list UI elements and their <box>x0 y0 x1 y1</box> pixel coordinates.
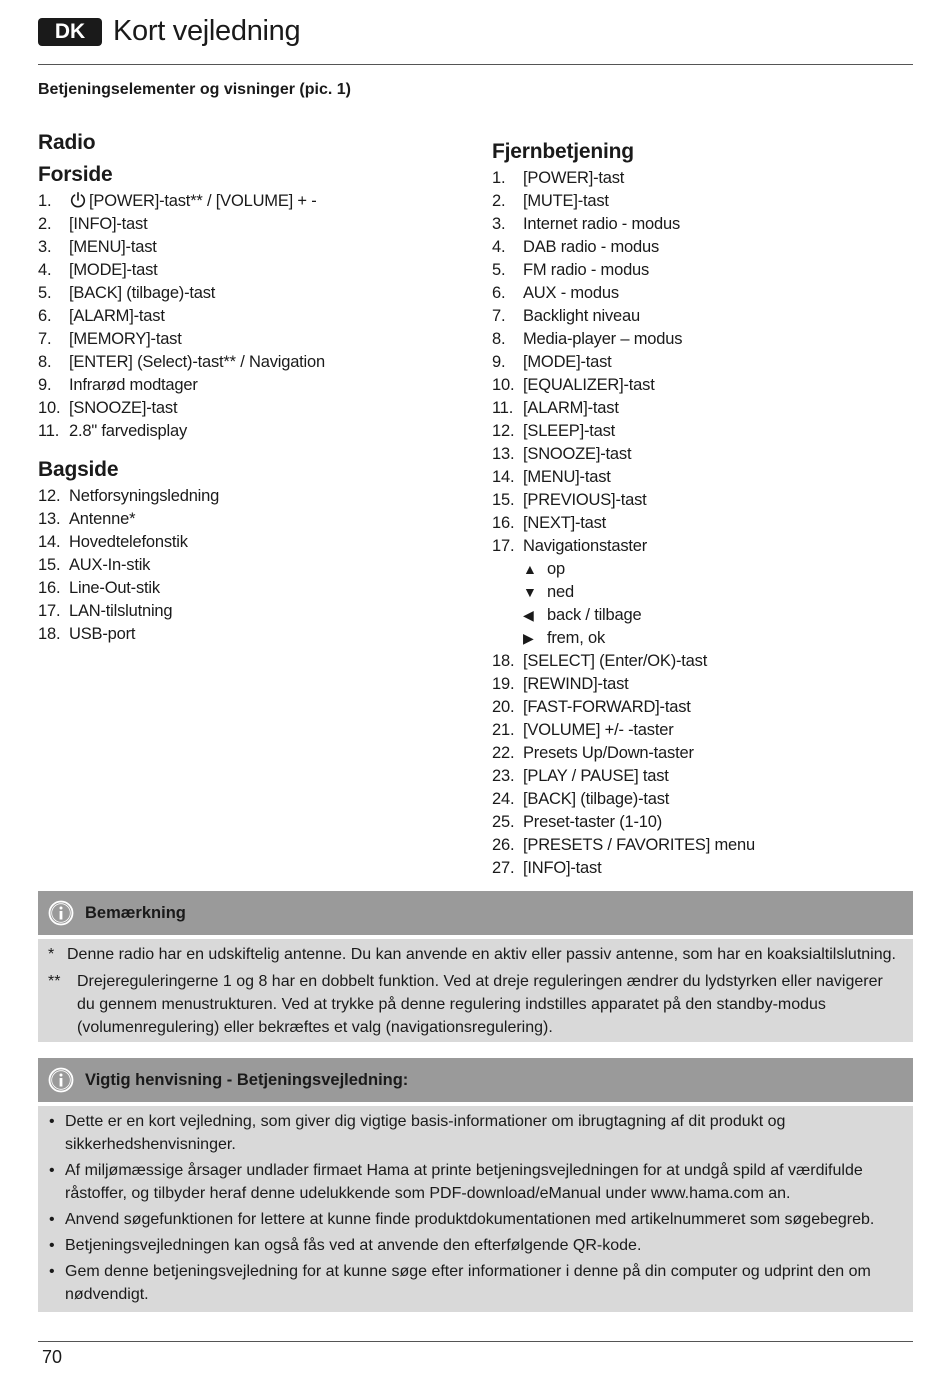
item-text: [PRESETS / FAVORITES] menu <box>523 836 755 854</box>
item-text: USB-port <box>69 625 136 643</box>
list-item <box>38 236 458 259</box>
note-mark: * <box>48 946 55 963</box>
list-item <box>492 696 912 719</box>
important-box-header <box>38 1058 913 1102</box>
item-text: Backlight niveau <box>523 307 640 325</box>
item-text: [SLEEP]-tast <box>523 422 616 440</box>
item-text: [PLAY / PAUSE] tast <box>523 767 669 785</box>
remote-heading: Fjernbetjening <box>492 140 634 163</box>
bullet-dot: • <box>49 1263 55 1280</box>
list-item <box>492 190 912 213</box>
item-text: [ALARM]-tast <box>69 307 165 325</box>
nav-sub-item <box>492 558 912 581</box>
item-number: 15. <box>492 491 515 509</box>
back-heading: Bagside <box>38 458 119 481</box>
item-number: 5. <box>38 284 52 302</box>
list-item <box>492 650 912 673</box>
list-item <box>38 554 458 577</box>
item-number: 7. <box>492 307 506 325</box>
item-number: 3. <box>38 238 52 256</box>
item-text: ned <box>547 583 574 601</box>
item-text: back / tilbage <box>547 606 642 624</box>
item-text: Presets Up/Down-taster <box>523 744 694 762</box>
list-item <box>492 673 912 696</box>
item-number: 10. <box>38 399 61 417</box>
item-number: 4. <box>38 261 52 279</box>
power-icon <box>69 191 87 209</box>
item-text: Antenne* <box>69 510 136 528</box>
list-item <box>38 420 458 443</box>
bullet-text: Af miljømæssige årsager undlader firmaet Hama at printe betjeningsvejledningen for at undgå spild af værdifulde råstoffer, og tilbyder heraf denne udelukkende som PDF-download/eManual under www.hama.com an. <box>65 1162 863 1202</box>
item-text: Netforsyningsledning <box>69 487 220 505</box>
bullet-dot: • <box>49 1211 55 1228</box>
front-list <box>38 190 458 443</box>
item-text: [BACK] (tilbage)-tast <box>523 790 670 808</box>
list-item <box>492 420 912 443</box>
item-text: [VOLUME] +/- -taster <box>523 721 674 739</box>
bullet-item <box>48 1208 903 1231</box>
list-item <box>492 443 912 466</box>
item-text: [SNOOZE]-tast <box>69 399 178 417</box>
bullet-text: Gem denne betjeningsvejledning for at kunne søge efter informationer i denne på din computer og udprint den om nødvendigt. <box>65 1263 871 1303</box>
info-icon <box>48 1067 74 1093</box>
item-text: Navigationstaster <box>523 537 648 555</box>
list-item <box>492 236 912 259</box>
list-item <box>492 466 912 489</box>
item-text: [NEXT]-tast <box>523 514 607 532</box>
item-text: Line-Out-stik <box>69 579 160 597</box>
list-item <box>38 531 458 554</box>
item-number: 7. <box>38 330 52 348</box>
item-number: 4. <box>492 238 506 256</box>
item-number: 15. <box>38 556 61 574</box>
item-text: Preset-taster (1-10) <box>523 813 663 831</box>
list-item <box>38 305 458 328</box>
list-item <box>492 719 912 742</box>
note-box-body <box>38 939 913 1042</box>
list-item <box>38 508 458 531</box>
item-number: 1. <box>492 169 506 187</box>
nav-sub-item <box>492 604 912 627</box>
note-text: Denne radio har en udskiftelig antenne. Du kan anvende en aktiv eller passiv antenne, som har en koaksialtilslutning. <box>67 946 896 963</box>
item-number: 3. <box>492 215 506 233</box>
item-number: 25. <box>492 813 515 831</box>
list-item <box>492 857 912 880</box>
item-number: 17. <box>492 537 515 555</box>
radio-column <box>38 128 458 646</box>
list-item <box>38 259 458 282</box>
note-box-header <box>38 891 913 935</box>
item-number: 16. <box>38 579 61 597</box>
remote-list <box>492 167 912 880</box>
item-number: 11. <box>38 422 60 440</box>
item-text: AUX-In-stik <box>69 556 151 574</box>
bullet-item <box>48 1234 903 1257</box>
important-box-body <box>38 1106 913 1312</box>
item-number: 2. <box>492 192 506 210</box>
note-box <box>38 891 913 1042</box>
list-item <box>38 374 458 397</box>
item-number: 21. <box>492 721 515 739</box>
nav-sub-item <box>492 581 912 604</box>
important-box <box>38 1058 913 1312</box>
item-number: 14. <box>492 468 515 486</box>
list-item <box>38 485 458 508</box>
item-text: Media-player – modus <box>523 330 683 348</box>
item-number: 18. <box>492 652 515 670</box>
item-number: 20. <box>492 698 515 716</box>
list-item <box>492 512 912 535</box>
list-item <box>492 397 912 420</box>
page-header <box>38 14 913 65</box>
note-line <box>48 970 903 1039</box>
item-text: Infrarød modtager <box>69 376 198 394</box>
list-item <box>38 328 458 351</box>
note-line <box>48 943 903 966</box>
list-item <box>38 282 458 305</box>
section-subheading: Betjeningselementer og visninger (pic. 1) <box>38 81 351 98</box>
item-text: frem, ok <box>547 629 605 647</box>
item-number: 11. <box>492 399 514 417</box>
item-number: 14. <box>38 533 61 551</box>
item-text: [INFO]-tast <box>523 859 602 877</box>
list-item <box>38 190 458 213</box>
item-text: [MEMORY]-tast <box>69 330 182 348</box>
item-text: op <box>547 560 565 578</box>
item-text: [MUTE]-tast <box>523 192 609 210</box>
list-item <box>492 282 912 305</box>
item-text: [MENU]-tast <box>523 468 611 486</box>
item-text: [MENU]-tast <box>69 238 157 256</box>
remote-column <box>492 137 912 880</box>
item-number: 19. <box>492 675 515 693</box>
item-number: 2. <box>38 215 52 233</box>
list-item <box>492 305 912 328</box>
item-text: Hovedtelefonstik <box>69 533 188 551</box>
bullet-text: Dette er en kort vejledning, som giver dig vigtige basis-informationer om ibrugtagning af dit produkt og sikkerhedshenvisninger. <box>65 1113 786 1153</box>
note-box-title: Bemærkning <box>85 904 186 922</box>
list-item <box>38 351 458 374</box>
arrow-left-icon: ◀ <box>523 607 534 623</box>
front-heading: Forside <box>38 163 113 186</box>
list-item <box>492 259 912 282</box>
item-text: Internet radio - modus <box>523 215 681 233</box>
item-number: 9. <box>38 376 52 394</box>
item-number: 9. <box>492 353 506 371</box>
item-text: [ENTER] (Select)-tast** / Navigation <box>69 353 325 371</box>
item-text: FM radio - modus <box>523 261 650 279</box>
list-item <box>492 351 912 374</box>
arrow-up-icon: ▲ <box>523 561 537 577</box>
list-item <box>492 788 912 811</box>
item-number: 6. <box>38 307 52 325</box>
item-number: 5. <box>492 261 506 279</box>
item-number: 18. <box>38 625 61 643</box>
list-item <box>492 328 912 351</box>
item-text: [POWER]-tast <box>523 169 625 187</box>
list-item <box>38 577 458 600</box>
bullet-text: Betjeningsvejledningen kan også fås ved at anvende den efterfølgende QR-kode. <box>65 1237 642 1254</box>
item-text: [ALARM]-tast <box>523 399 619 417</box>
list-item <box>38 213 458 236</box>
radio-heading: Radio <box>38 131 96 154</box>
list-item <box>492 834 912 857</box>
info-icon <box>48 900 74 926</box>
item-number: 17. <box>38 602 61 620</box>
note-mark: ** <box>48 973 61 990</box>
item-number: 8. <box>492 330 506 348</box>
item-number: 10. <box>492 376 515 394</box>
item-text: [SNOOZE]-tast <box>523 445 632 463</box>
bullet-dot: • <box>49 1162 55 1179</box>
item-text: [BACK] (tilbage)-tast <box>69 284 216 302</box>
bullet-dot: • <box>49 1237 55 1254</box>
item-number: 26. <box>492 836 515 854</box>
item-text: [POWER]-tast** / [VOLUME] + - <box>89 192 317 210</box>
item-number: 13. <box>492 445 515 463</box>
item-text: 2.8" farvedisplay <box>69 422 188 440</box>
language-badge: DK <box>38 18 102 46</box>
bullet-text: Anvend søgefunktionen for lettere at kunne finde produktdokumentationen med artikelnummeret som søgebegreb. <box>65 1211 875 1228</box>
item-number: 6. <box>492 284 506 302</box>
item-text: [REWIND]-tast <box>523 675 629 693</box>
item-number: 23. <box>492 767 515 785</box>
item-text: [PREVIOUS]-tast <box>523 491 647 509</box>
item-text: [SELECT] (Enter/OK)-tast <box>523 652 708 670</box>
list-item <box>38 623 458 646</box>
note-text: Drejereguleringerne 1 og 8 har en dobbelt funktion. Ved at dreje reguleringen ændrer du lydstyrken eller navigerer du gennem menustrukturen. Ved at trykke på denne regulering indstilles apparatet på den standby-modus (volumenregulering) eller bekræftes et valg (navigationsregulering). <box>77 973 883 1036</box>
arrow-right-icon: ▶ <box>523 630 534 646</box>
item-text: [FAST-FORWARD]-tast <box>523 698 691 716</box>
item-number: 12. <box>38 487 61 505</box>
bullet-dot: • <box>49 1113 55 1130</box>
list-item <box>492 535 912 558</box>
arrow-down-icon: ▼ <box>523 584 537 600</box>
item-text: LAN-tilslutning <box>69 602 173 620</box>
bullet-item <box>48 1260 903 1306</box>
list-item <box>492 167 912 190</box>
list-item <box>38 397 458 420</box>
back-list <box>38 485 458 646</box>
item-number: 22. <box>492 744 515 762</box>
bullet-item <box>48 1110 903 1156</box>
item-number: 1. <box>38 192 52 210</box>
page-number: 70 <box>42 1347 63 1367</box>
page-title: Kort vejledning <box>113 15 301 47</box>
important-box-title: Vigtig henvisning - Betjeningsvejledning: <box>85 1071 409 1089</box>
nav-sub-item <box>492 627 912 650</box>
item-number: 16. <box>492 514 515 532</box>
item-text: AUX - modus <box>523 284 619 302</box>
list-item <box>492 374 912 397</box>
list-item <box>492 811 912 834</box>
list-item <box>492 489 912 512</box>
footer-divider <box>38 1341 913 1342</box>
item-text: [MODE]-tast <box>69 261 158 279</box>
item-number: 13. <box>38 510 61 528</box>
bullet-item <box>48 1159 903 1205</box>
list-item <box>38 600 458 623</box>
item-text: [INFO]-tast <box>69 215 148 233</box>
list-item <box>492 742 912 765</box>
list-item <box>492 213 912 236</box>
item-number: 27. <box>492 859 515 877</box>
item-number: 12. <box>492 422 515 440</box>
item-number: 8. <box>38 353 52 371</box>
list-item <box>492 765 912 788</box>
item-text: [EQUALIZER]-tast <box>523 376 655 394</box>
item-number: 24. <box>492 790 515 808</box>
item-text: [MODE]-tast <box>523 353 612 371</box>
item-text: DAB radio - modus <box>523 238 659 256</box>
